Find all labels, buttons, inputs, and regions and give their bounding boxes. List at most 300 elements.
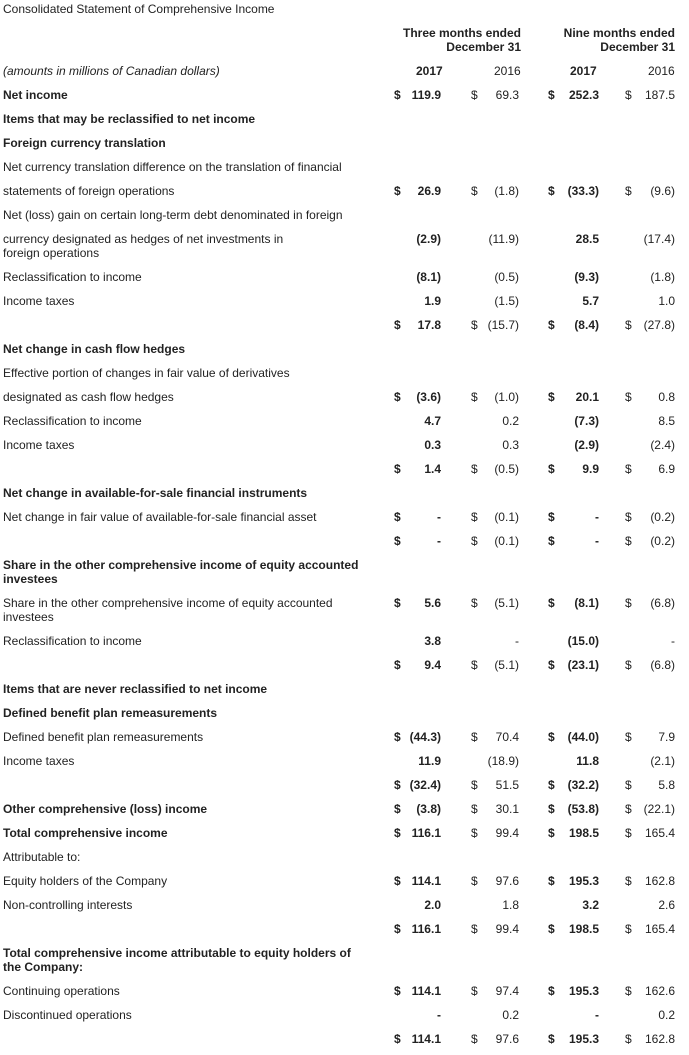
amount-value: 252.3 [568, 88, 599, 102]
row-label: Defined benefit plan remeasurements [3, 706, 218, 720]
currency-symbol: $ [625, 596, 632, 610]
table-row [0, 682, 689, 702]
cell-three-months-2017 [394, 438, 441, 452]
currency-symbol: $ [471, 730, 478, 744]
cell-nine-months-2016 [625, 534, 675, 548]
currency-symbol: $ [394, 826, 401, 840]
amount-value: 195.3 [568, 1032, 599, 1046]
currency-symbol: $ [394, 922, 401, 936]
currency-symbol: $ [471, 778, 478, 792]
amount-value: 5.6 [424, 596, 441, 610]
table-row [0, 946, 689, 974]
header-nine-months-line1: Nine months ended [563, 26, 675, 40]
amount-value: - [671, 634, 675, 648]
amount-value: (5.1) [494, 658, 519, 672]
amount-value: 20.1 [575, 390, 599, 404]
table-row [0, 984, 689, 1004]
currency-symbol: $ [394, 984, 401, 998]
row-label: Items that are never reclassified to net income [3, 682, 268, 696]
amount-value: 198.5 [568, 826, 599, 840]
cell-three-months-2016 [471, 984, 519, 998]
cell-nine-months-2017 [548, 826, 599, 840]
cell-three-months-2017 [394, 596, 441, 610]
cell-three-months-2017 [394, 390, 441, 404]
cell-nine-months-2017 [548, 984, 599, 998]
amount-value: 2.6 [658, 898, 675, 912]
amount-value: (11.9) [488, 232, 519, 246]
cell-three-months-2016 [471, 754, 519, 768]
row-label: Total comprehensive income attributable to equity holders of the Company: [3, 946, 351, 974]
amount-value: (22.1) [643, 802, 675, 816]
cell-three-months-2017 [394, 270, 441, 284]
row-label: Continuing operations [3, 984, 120, 998]
row-label: Reclassification to income [3, 634, 142, 648]
row-label: Foreign currency translation [3, 136, 166, 150]
header-nine-months-line2: December 31 [600, 40, 675, 54]
row-label: Income taxes [3, 754, 75, 768]
amount-value: 97.6 [495, 1032, 519, 1046]
currency-symbol: $ [471, 874, 478, 888]
currency-symbol: $ [625, 658, 632, 672]
amount-value: (0.2) [650, 510, 675, 524]
amount-value: 26.9 [417, 184, 441, 198]
currency-symbol: $ [625, 802, 632, 816]
amount-value: (15.7) [487, 318, 519, 332]
cell-nine-months-2017 [548, 730, 599, 744]
row-label: Discontinued operations [3, 1008, 132, 1022]
row-label: Net currency translation difference on the translation of financial [3, 160, 342, 174]
amount-value: 99.4 [495, 922, 519, 936]
amount-value: 1.9 [424, 294, 441, 308]
cell-three-months-2016 [471, 270, 519, 284]
table-row [0, 922, 689, 942]
cell-three-months-2017 [394, 802, 441, 816]
amount-value: 5.7 [582, 294, 599, 308]
cell-nine-months-2017 [548, 534, 599, 548]
amount-value: 97.6 [495, 874, 519, 888]
cell-three-months-2016 [471, 534, 519, 548]
cell-three-months-2016 [471, 826, 519, 840]
currency-symbol: $ [394, 462, 401, 476]
cell-three-months-2017 [394, 874, 441, 888]
amount-value: (8.4) [574, 318, 599, 332]
currency-symbol: $ [548, 984, 555, 998]
cell-three-months-2016 [471, 1008, 519, 1022]
currency-symbol: $ [394, 730, 401, 744]
amount-value: - [437, 534, 441, 548]
amount-value: 165.4 [644, 922, 675, 936]
currency-symbol: $ [394, 534, 401, 548]
currency-symbol: $ [625, 88, 632, 102]
cell-nine-months-2016 [625, 984, 675, 998]
amount-value: 187.5 [644, 88, 675, 102]
cell-nine-months-2017 [548, 1008, 599, 1022]
currency-symbol: $ [471, 390, 478, 404]
amount-value: 3.2 [582, 898, 599, 912]
cell-nine-months-2017 [548, 874, 599, 888]
amount-value: 0.8 [658, 390, 675, 404]
currency-symbol: $ [625, 874, 632, 888]
row-label: statements of foreign operations [3, 184, 175, 198]
row-label: Income taxes [3, 294, 75, 308]
amount-value: 0.2 [658, 1008, 675, 1022]
currency-symbol: $ [394, 778, 401, 792]
currency-symbol: $ [548, 596, 555, 610]
amount-value: (6.8) [650, 596, 675, 610]
table-row [0, 754, 689, 774]
row-label: Effective portion of changes in fair value of derivatives [3, 366, 290, 380]
currency-symbol: $ [625, 826, 632, 840]
cell-three-months-2016 [471, 634, 519, 648]
cell-nine-months-2017 [548, 88, 599, 102]
currency-symbol: $ [471, 826, 478, 840]
currency-symbol: $ [548, 88, 555, 102]
cell-three-months-2017 [394, 778, 441, 792]
currency-symbol: $ [548, 390, 555, 404]
cell-three-months-2016 [471, 1032, 519, 1046]
amount-value: (32.2) [567, 778, 599, 792]
currency-symbol: $ [394, 510, 401, 524]
currency-symbol: $ [394, 184, 401, 198]
currency-symbol: $ [471, 318, 478, 332]
currency-symbol: $ [625, 922, 632, 936]
cell-three-months-2016 [471, 462, 519, 476]
amount-value: (18.9) [487, 754, 519, 768]
amount-value: 0.2 [502, 414, 519, 428]
cell-nine-months-2016 [625, 294, 675, 308]
table-row [0, 184, 689, 204]
amount-value: 51.5 [495, 778, 519, 792]
cell-three-months-2016 [471, 658, 519, 672]
table-row [0, 1008, 689, 1028]
cell-three-months-2016 [471, 88, 519, 102]
amount-value: (1.8) [650, 270, 675, 284]
cell-nine-months-2017 [548, 438, 599, 452]
table-row [0, 390, 689, 410]
row-label: Income taxes [3, 438, 75, 452]
cell-three-months-2017 [394, 414, 441, 428]
currency-symbol: $ [471, 88, 478, 102]
amount-value: (32.4) [409, 778, 441, 792]
amount-value: 5.8 [658, 778, 675, 792]
row-label: Defined benefit plan remeasurements [3, 730, 204, 744]
amount-value: 97.4 [495, 984, 519, 998]
amount-value: 9.4 [424, 658, 441, 672]
amount-value: 69.3 [495, 88, 519, 102]
amount-value: (8.1) [574, 596, 599, 610]
cell-three-months-2016 [471, 318, 519, 332]
amount-value: (0.1) [494, 510, 519, 524]
table-row [0, 232, 689, 260]
currency-symbol: $ [471, 462, 478, 476]
cell-nine-months-2016 [625, 462, 675, 476]
currency-symbol: $ [548, 318, 555, 332]
table-row [0, 850, 689, 870]
amount-value: (2.9) [416, 232, 441, 246]
amount-value: (9.3) [574, 270, 599, 284]
table-row [0, 898, 689, 918]
page-title: Consolidated Statement of Comprehensive Income [3, 2, 275, 16]
header-three-months [380, 26, 521, 54]
cell-nine-months-2016 [625, 778, 675, 792]
amount-value: 114.1 [411, 1032, 441, 1046]
amount-value: 162.8 [644, 874, 675, 888]
table-row [0, 1032, 689, 1052]
cell-three-months-2017 [394, 462, 441, 476]
table-row [0, 826, 689, 846]
table-row [0, 342, 689, 362]
cell-nine-months-2017 [548, 294, 599, 308]
cell-nine-months-2016 [625, 922, 675, 936]
amount-value: 114.1 [411, 874, 441, 888]
year-2017-nine-months: 2017 [570, 64, 597, 78]
row-label: Share in the other comprehensive income of equity accounted investees [3, 558, 359, 586]
table-row [0, 88, 689, 108]
amount-value: (1.0) [494, 390, 519, 404]
row-label: Reclassification to income [3, 270, 142, 284]
amount-value: (3.8) [416, 802, 441, 816]
row-label: Total comprehensive income [3, 826, 168, 840]
currency-symbol: $ [548, 534, 555, 548]
cell-nine-months-2017 [548, 922, 599, 936]
currency-symbol: $ [625, 390, 632, 404]
amount-value: (1.5) [494, 294, 519, 308]
cell-three-months-2017 [394, 294, 441, 308]
cell-three-months-2016 [471, 390, 519, 404]
table-row [0, 136, 689, 156]
cell-nine-months-2017 [548, 232, 599, 246]
amount-value: (8.1) [416, 270, 441, 284]
cell-three-months-2016 [471, 778, 519, 792]
currency-symbol: $ [471, 984, 478, 998]
amount-value: 0.2 [502, 1008, 519, 1022]
row-label: Attributable to: [3, 850, 81, 864]
amount-value: 0.3 [502, 438, 519, 452]
cell-nine-months-2016 [625, 184, 675, 198]
currency-symbol: $ [548, 802, 555, 816]
cell-nine-months-2017 [548, 184, 599, 198]
currency-symbol: $ [548, 730, 555, 744]
currency-symbol: $ [548, 462, 555, 476]
amount-value: 165.4 [644, 826, 675, 840]
cell-three-months-2017 [394, 184, 441, 198]
amount-value: 195.3 [568, 874, 599, 888]
amount-value: (33.3) [567, 184, 599, 198]
cell-nine-months-2016 [625, 318, 675, 332]
table-row [0, 438, 689, 458]
currency-symbol: $ [625, 730, 632, 744]
amount-value: 4.7 [424, 414, 441, 428]
amount-value: 116.1 [411, 922, 441, 936]
cell-three-months-2017 [394, 88, 441, 102]
header-three-months-line1: Three months ended [402, 26, 521, 40]
cell-nine-months-2017 [548, 754, 599, 768]
table-row [0, 414, 689, 434]
cell-three-months-2016 [471, 438, 519, 452]
row-label: Net (loss) gain on certain long-term debt denominated in foreign [3, 208, 343, 222]
amount-value: 1.4 [424, 462, 441, 476]
amount-value: - [515, 634, 519, 648]
currency-symbol: $ [394, 88, 401, 102]
row-label: Reclassification to income [3, 414, 142, 428]
cell-three-months-2016 [471, 802, 519, 816]
row-label: Share in the other comprehensive income of equity accounted investees [3, 596, 333, 624]
amount-value: (15.0) [567, 634, 599, 648]
table-row [0, 318, 689, 338]
cell-nine-months-2016 [625, 826, 675, 840]
row-label: Net income [3, 88, 68, 102]
cell-three-months-2016 [471, 294, 519, 308]
cell-three-months-2017 [394, 898, 441, 912]
amount-value: (0.5) [494, 270, 519, 284]
cell-nine-months-2016 [625, 596, 675, 610]
cell-three-months-2017 [394, 1008, 441, 1022]
currency-symbol: $ [394, 874, 401, 888]
year-2016-three-months: 2016 [494, 64, 521, 78]
table-row [0, 462, 689, 482]
header-three-months-line2: December 31 [446, 40, 521, 54]
amount-value: 162.6 [644, 984, 675, 998]
cell-nine-months-2016 [625, 634, 675, 648]
cell-nine-months-2017 [548, 390, 599, 404]
cell-three-months-2016 [471, 922, 519, 936]
cell-three-months-2017 [394, 730, 441, 744]
currency-symbol: $ [394, 802, 401, 816]
amount-value: (27.8) [643, 318, 675, 332]
cell-nine-months-2016 [625, 754, 675, 768]
cell-nine-months-2017 [548, 658, 599, 672]
currency-symbol: $ [625, 318, 632, 332]
amount-value: - [595, 1008, 599, 1022]
cell-nine-months-2016 [625, 414, 675, 428]
table-row [0, 706, 689, 726]
table-row [0, 294, 689, 314]
currency-symbol: $ [548, 778, 555, 792]
currency-symbol: $ [548, 922, 555, 936]
amount-value: (0.2) [650, 534, 675, 548]
units-row [0, 64, 689, 84]
amount-value: 1.0 [658, 294, 675, 308]
cell-three-months-2017 [394, 984, 441, 998]
cell-nine-months-2017 [548, 414, 599, 428]
cell-nine-months-2016 [625, 658, 675, 672]
year-2017-three-months: 2017 [416, 64, 443, 78]
row-label: Net change in cash flow hedges [3, 342, 186, 356]
cell-nine-months-2017 [548, 596, 599, 610]
cell-nine-months-2016 [625, 1032, 675, 1046]
row-label: designated as cash flow hedges [3, 390, 174, 404]
currency-symbol: $ [471, 658, 478, 672]
cell-nine-months-2017 [548, 1032, 599, 1046]
table-row [0, 270, 689, 290]
cell-three-months-2017 [394, 510, 441, 524]
currency-symbol: $ [625, 510, 632, 524]
cell-three-months-2017 [394, 1032, 441, 1046]
table-row [0, 730, 689, 750]
amount-value: 162.8 [644, 1032, 675, 1046]
amount-value: 8.5 [658, 414, 675, 428]
row-label: currency designated as hedges of net investments in foreign operations [3, 232, 284, 260]
amount-value: (23.1) [567, 658, 599, 672]
amount-value: 114.1 [411, 984, 441, 998]
table-row [0, 558, 689, 586]
row-label: Items that may be reclassified to net income [3, 112, 256, 126]
currency-symbol: $ [625, 984, 632, 998]
amount-value: 119.9 [411, 88, 441, 102]
currency-symbol: $ [471, 596, 478, 610]
table-row [0, 802, 689, 822]
currency-symbol: $ [471, 184, 478, 198]
amount-value: (1.8) [494, 184, 519, 198]
amount-value: (2.4) [650, 438, 675, 452]
cell-nine-months-2017 [548, 510, 599, 524]
amount-value: 9.9 [582, 462, 599, 476]
cell-three-months-2016 [471, 874, 519, 888]
amount-value: - [437, 1008, 441, 1022]
amount-value: (3.6) [416, 390, 441, 404]
amount-value: - [595, 534, 599, 548]
currency-symbol: $ [548, 184, 555, 198]
amount-value: (44.3) [409, 730, 441, 744]
amount-value: 195.3 [568, 984, 599, 998]
year-2016-nine-months: 2016 [648, 64, 675, 78]
amount-value: (0.1) [494, 534, 519, 548]
amount-value: - [595, 510, 599, 524]
cell-nine-months-2017 [548, 462, 599, 476]
amount-value: - [437, 510, 441, 524]
cell-nine-months-2017 [548, 802, 599, 816]
cell-three-months-2017 [394, 232, 441, 246]
amount-value: 17.8 [417, 318, 441, 332]
cell-three-months-2017 [394, 658, 441, 672]
cell-nine-months-2016 [625, 270, 675, 284]
amount-value: 11.8 [576, 754, 599, 768]
table-row [0, 510, 689, 530]
amount-value: 99.4 [495, 826, 519, 840]
currency-symbol: $ [471, 922, 478, 936]
table-row [0, 486, 689, 506]
currency-symbol: $ [394, 390, 401, 404]
amount-value: 0.3 [424, 438, 441, 452]
currency-symbol: $ [394, 1032, 401, 1046]
currency-symbol: $ [471, 534, 478, 548]
amount-value: 3.8 [424, 634, 441, 648]
cell-nine-months-2016 [625, 390, 675, 404]
cell-three-months-2016 [471, 596, 519, 610]
amount-value: 116.1 [411, 826, 441, 840]
cell-nine-months-2016 [625, 1008, 675, 1022]
row-label: Other comprehensive (loss) income [3, 802, 208, 816]
currency-symbol: $ [625, 1032, 632, 1046]
units-note: (amounts in millions of Canadian dollars) [3, 64, 220, 78]
currency-symbol: $ [548, 826, 555, 840]
amount-value: (53.8) [567, 802, 599, 816]
amount-value: (9.6) [650, 184, 675, 198]
cell-three-months-2016 [471, 184, 519, 198]
table-row [0, 874, 689, 894]
cell-nine-months-2017 [548, 898, 599, 912]
cell-three-months-2017 [394, 826, 441, 840]
amount-value: (5.1) [494, 596, 519, 610]
amount-value: (44.0) [567, 730, 599, 744]
table-row [0, 634, 689, 654]
currency-symbol: $ [548, 874, 555, 888]
currency-symbol: $ [625, 778, 632, 792]
cell-three-months-2016 [471, 232, 519, 246]
amount-value: 28.5 [575, 232, 599, 246]
cell-three-months-2017 [394, 922, 441, 936]
currency-symbol: $ [625, 534, 632, 548]
